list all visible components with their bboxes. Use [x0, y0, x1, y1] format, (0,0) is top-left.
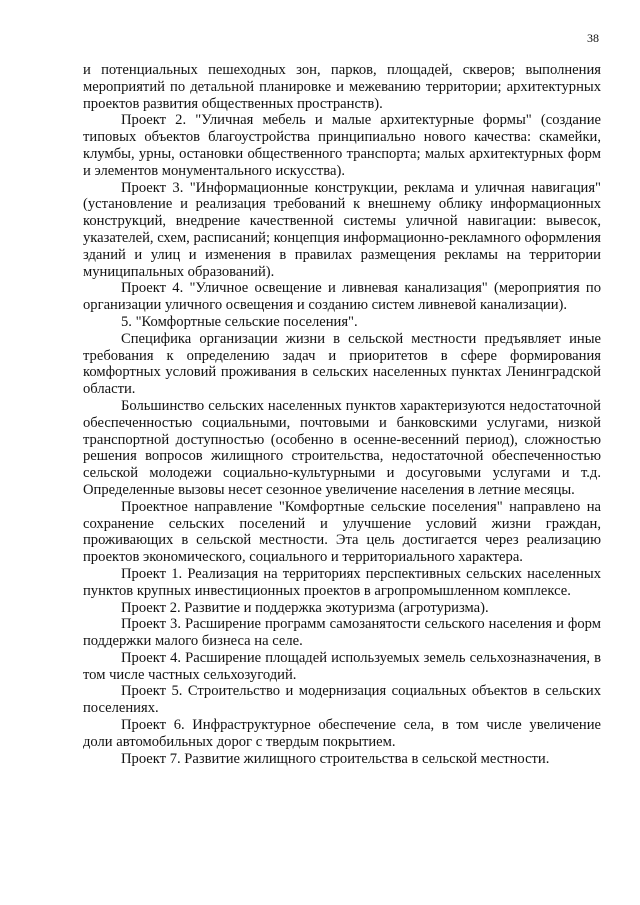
paragraph: Проектное направление "Комфортные сельские поселения" направлено на сохранение сельских поселений и улучшение условий жизни граждан, проживающих в сельской местности. Эта цель достигается через реализацию проектов экономического, социального и территориального характера. [83, 498, 601, 566]
paragraph: Проект 6. Инфраструктурное обеспечение села, в том числе увеличение доли автомобильных дорог с твердым покрытием. [83, 717, 601, 750]
paragraph: Большинство сельских населенных пунктов характеризуются недостаточной обеспеченностью социальными, почтовыми и банковскими услугами, низкой транспортной доступностью (особенно в осенне-весенний период), сложностью решения вопросов жилищного строительства, недостаточной обеспеченностью сельской молодежи социально-культурными и досуговыми услугами и т.д. Определенные вызовы несет сезонное увеличение населения в летние месяцы. [83, 397, 601, 498]
paragraph: Проект 4. Расширение площадей используемых земель сельхозназначения, в том числе частных сельхозугодий. [83, 649, 601, 683]
paragraph: Проект 2. "Уличная мебель и малые архитектурные формы" (создание типовых объектов благоустройства принципиально нового качества: скамейки, клумбы, урны, остановки общественного транспорта; малых архитектурных форм и элементов монументального искусства). [83, 112, 601, 179]
paragraph: Проект 7. Развитие жилищного строительства в сельской местности. [121, 750, 550, 767]
paragraph: и потенциальных пешеходных зон, парков, площадей, скверов; выполнения мероприятий по детальной планировке и межеванию территории; архитектурных проектов развития общественных пространств). [83, 62, 601, 112]
paragraph: Проект 2. Развитие и поддержка экотуризма (агротуризма). [121, 599, 489, 616]
paragraph: Специфика организации жизни в сельской местности предъявляет иные требования к определению задач и приоритетов в сфере формирования комфортных условий проживания в сельских населенных пунктах Ленинградской области. [83, 330, 601, 398]
paragraph: Проект 5. Строительство и модернизация социальных объектов в сельских поселениях. [83, 683, 601, 717]
page-number: 38 [587, 31, 599, 45]
section-heading: 5. "Комфортные сельские поселения". [121, 313, 358, 330]
paragraph: Проект 4. "Уличное освещение и ливневая канализация" (мероприятия по организации уличного освещения и созданию систем ливневой канализации). [83, 280, 601, 314]
document-body [83, 62, 601, 767]
paragraph: Проект 3. "Информационные конструкции, реклама и уличная навигация" (установление и реализация требований к внешнему облику информационных конструкций, внедрение качественной системы уличной навигации: вывесок, указателей, схем, расписаний; концепция информационно-рекламного оформления зданий и улиц и изменения в правилах размещения рекламы на территории муниципальных образований). [83, 179, 601, 280]
paragraph: Проект 3. Расширение программ самозанятости сельского населения и форм поддержки малого бизнеса на селе. [83, 616, 601, 650]
paragraph: Проект 1. Реализация на территориях перспективных сельских населенных пунктов крупных инвестиционных проектов в агропромышленном комплексе. [83, 565, 601, 599]
